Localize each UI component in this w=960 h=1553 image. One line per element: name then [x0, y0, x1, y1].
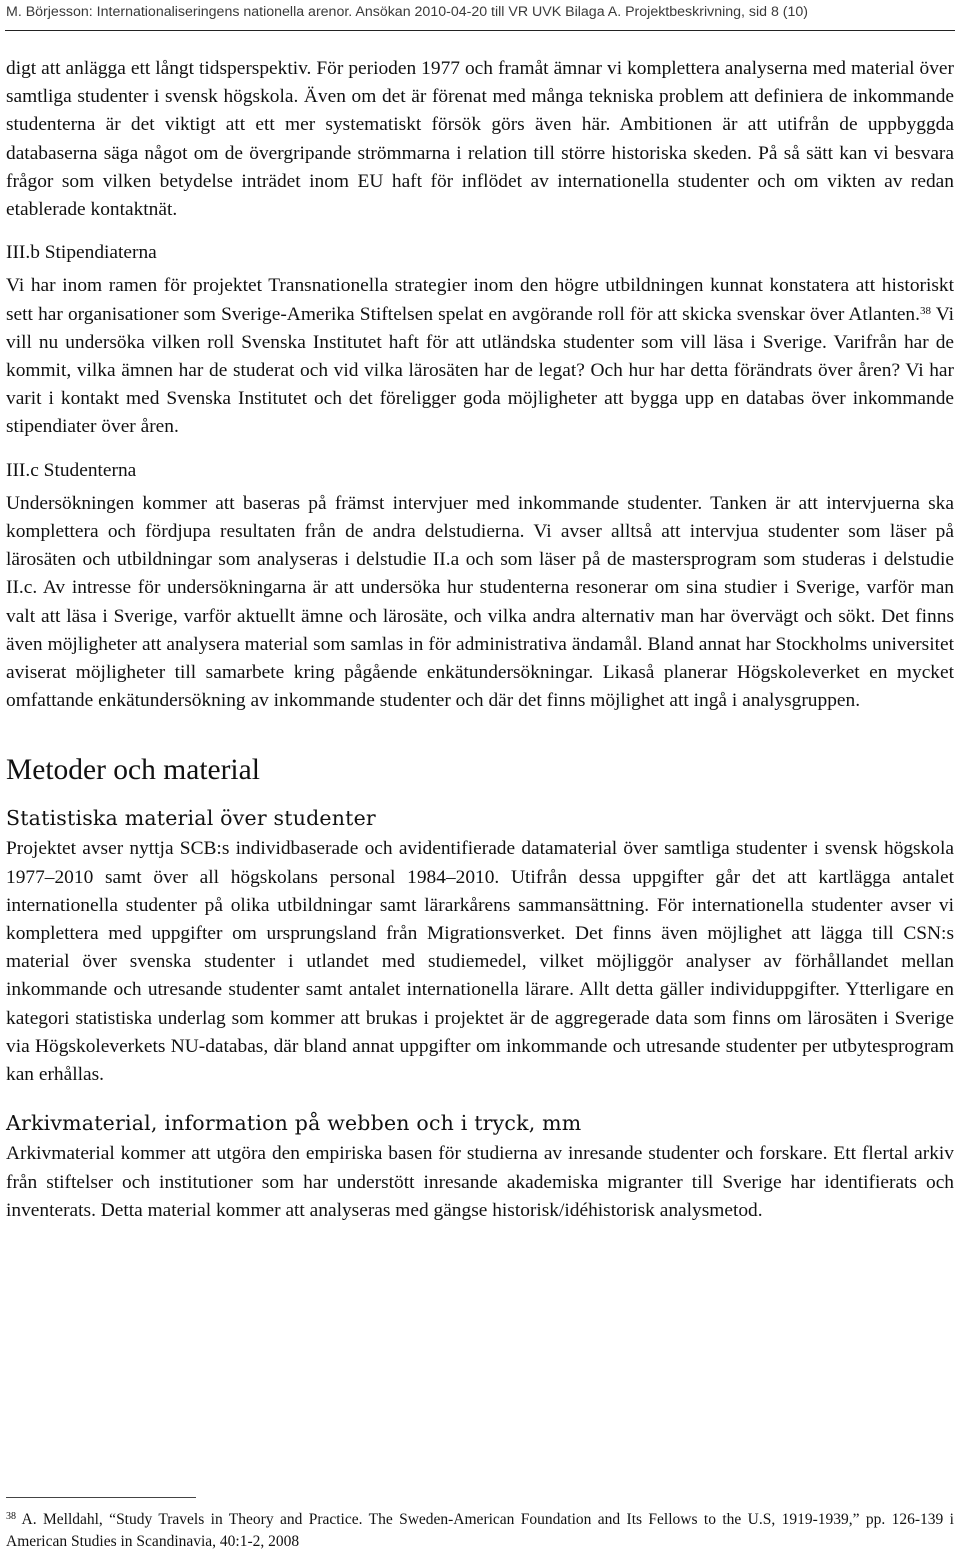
footnote-number: 38	[6, 1511, 16, 1522]
page-body	[6, 55, 954, 1225]
stipendiaterna-text-b: Vi vill nu undersöka vilken roll Svenska Institutet haft för att utländska studenter som vill läsa i Sverige. Varifrån har de kommit, vilka ämnen har de studerat och vid vilka lärosäten har de legat? Och hur har detta förändrats över åren? Vi har varit i kontakt med Svenska Institutet och det föreligger goda möjligheter att bygga upp en databas över inkommande stipendiater över åren.	[6, 303, 954, 438]
subsection-statistics-title: Statistiska material över studenter	[6, 806, 376, 831]
page-header: M. Börjesson: Internationaliseringens nationella arenor. Ansökan 2010-04-20 till VR UVK Bilaga A. Projektbeskrivning, sid 8 (10)	[6, 4, 809, 20]
section-title: Metoder och material	[6, 754, 260, 787]
footnote-38	[6, 1509, 954, 1553]
stipendiaterna-paragraph	[6, 272, 954, 441]
studenterna-heading: III.c Studenterna	[6, 459, 137, 481]
footnote-divider	[6, 1497, 196, 1498]
header-divider	[5, 30, 955, 31]
intro-paragraph: digt att anlägga ett långt tidsperspektiv. För perioden 1977 och framåt ämnar vi komplettera analyserna med material över samtliga studenter i svensk högskola. Även om det är förenat med många tekniska problem att definiera de inkommande studenterna är det viktigt att ett mer systematiskt försök görs även här. Ambitionen är att utifrån de uppbyggda databaserna säga något om de övergripande strömmarna i relation till större historiska skeden. På så sätt kan vi besvara frågor som vilken betydelse inträdet inom EU haft för inflödet av internationella studenter och om vikten av redan etablerade kontaktnät.	[6, 58, 954, 221]
footnote-ref-38: 38	[919, 304, 931, 317]
subsection-archive-title: Arkivmaterial, information på webben och i tryck, mm	[6, 1111, 582, 1136]
stipendiaterna-text-a: Vi har inom ramen för projektet Transnationella strategier inom den högre utbildningen kunnat konstatera att historiskt sett har organisationer som Sverige-Amerika Stiftelsen spelat en avgörande roll för att skicka svenskar över Atlanten.	[6, 275, 954, 325]
studenterna-paragraph: Undersökningen kommer att baseras på främst intervjuer med inkommande studenter. Tanken är att intervjuerna ska komplettera och fördjupa resultaten från de andra delstudierna. Vi avser alltså att intervjua studenter som läser på lärosäten och utbildningar som analyseras i delstudie II.a och som läser på de mastersprogram som studeras i delstudie II.c. Av intresse för undersökningarna är att undersöka hur studenterna resonerar om sina studier i Sverige, varför man valt att läsa i Sverige, varför aktuellt ämne och lärosäte, och vilka andra alternativ man har övervägt och sökt. Det finns även möjligheter att analysera material som samlas in för administrativa ändamål. Bland annat har Stockholms universitet aviserat möjligheter till samarbete kring pågående enkätundersökningar. Likaså planerar Högskoleverket en mycket omfattande enkätundersökning av inkommande studenter och där det finns möjlighet att ingå i analysgruppen.	[6, 492, 954, 712]
footnote-text: A. Melldahl, “Study Travels in Theory and Practice. The Sweden-American Foundation and Its Fellows to the U.S, 1919-1939,” pp. 126-139 i American Studies in Scandinavia, 40:1-2, 2008	[6, 1511, 954, 1550]
stipendiaterna-heading: III.b Stipendiaterna	[6, 242, 157, 264]
archive-paragraph: Arkivmaterial kommer att utgöra den empiriska basen för studierna av inresande studenter och forskare. Ett flertal arkiv från stiftelser och institutioner som har understött inresande akademiska migranter till Sverige har identifierats och inventerats. Detta material kommer att analyseras med gängse historisk/idéhistorisk analysmetod.	[6, 1143, 954, 1221]
statistics-paragraph: Projektet avser nyttja SCB:s individbaserade och avidentifierade datamaterial över samtliga studenter i svensk högskola 1977–2010 samt över all högskolans personal 1984–2010. Utifrån dessa uppgifter går det att kartlägga antalet internationella studenter på olika utbildningar samt lärarkårens sammansättning. För internationella studenter avser vi komplettera med uppgifter om ursprungsland från Migrationsverket. Det finns även möjlighet att lägga till CSN:s material över svenska studenter i utlandet med studiemedel, vilket möjliggör analyser av förhållandet mellan inkommande och utresande studenter samt antalet internationella lärare. Allt detta gäller individuppgifter. Ytterligare en kategori statistiska underlag som kommer att brukas i projektet är de aggregerade data som finns om lärosäten i Sverige via Högskoleverkets NU-databas, där bland annat uppgifter om inkommande och utresande studenter per utbytesprogram kan erhållas.	[6, 838, 954, 1086]
